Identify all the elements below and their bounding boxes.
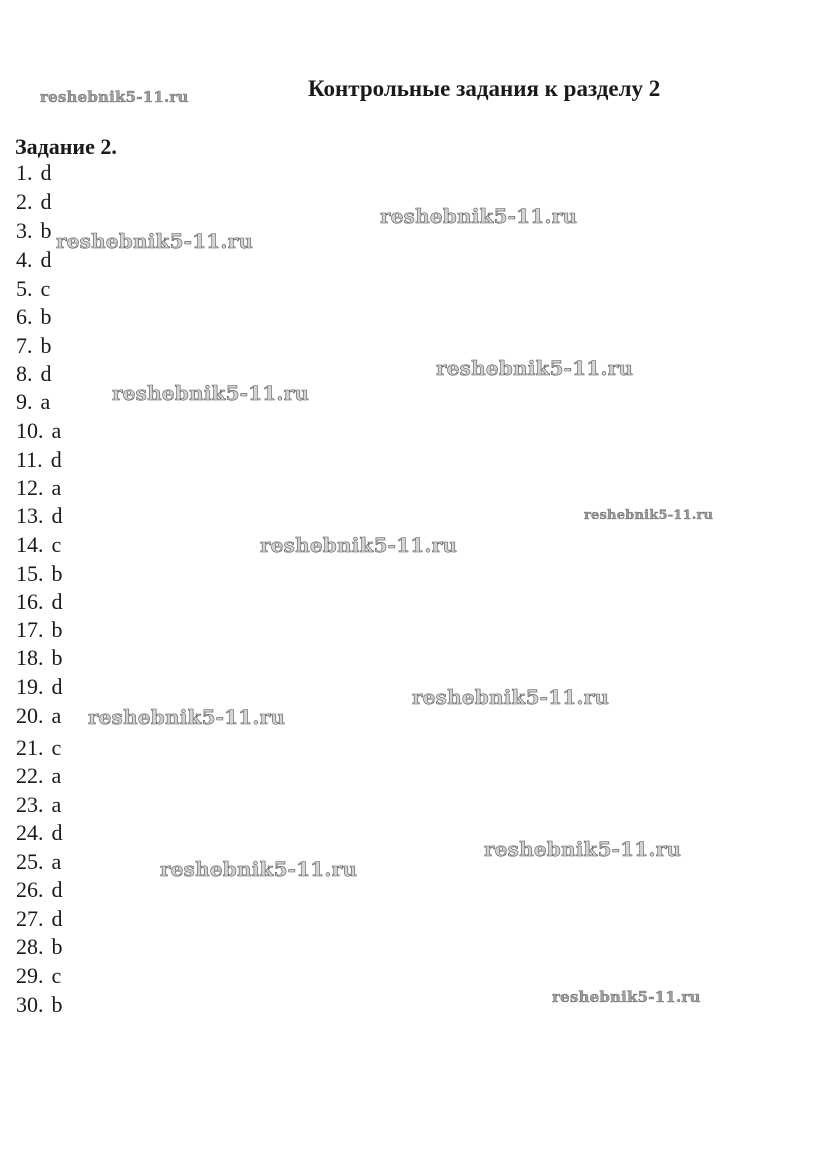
answer-item (16, 934, 63, 960)
watermark-text: reshebnik5-11.ru (484, 837, 682, 861)
answer-value: d (40, 361, 52, 386)
answer-number: 6. (16, 304, 33, 329)
answer-number: 24. (16, 820, 44, 845)
answer-number: 30. (16, 992, 44, 1017)
answer-value: a (51, 763, 62, 788)
answer-value: b (51, 561, 63, 586)
answer-number: 16. (16, 589, 44, 614)
watermark-text: reshebnik5-11.ru (552, 988, 701, 1006)
answer-number: 25. (16, 849, 44, 874)
answer-number: 11. (16, 447, 43, 472)
answer-item (16, 906, 63, 932)
answer-number: 8. (16, 361, 33, 386)
answer-item (16, 160, 52, 186)
answer-number: 13. (16, 503, 44, 528)
watermark-text: reshebnik5-11.ru (584, 508, 714, 523)
answer-item (16, 674, 63, 700)
watermark-text: reshebnik5-11.ru (436, 356, 634, 380)
answer-number: 2. (16, 189, 33, 214)
answer-item (16, 333, 52, 359)
answer-item (16, 992, 63, 1018)
answer-item (16, 561, 63, 587)
answer-item (16, 645, 63, 671)
answer-value: b (40, 218, 52, 243)
answer-value: b (51, 934, 63, 959)
answer-number: 4. (16, 247, 33, 272)
answer-number: 23. (16, 792, 44, 817)
answer-value: a (51, 418, 62, 443)
answer-item (16, 849, 61, 875)
answer-value: d (50, 447, 62, 472)
answer-number: 7. (16, 333, 33, 358)
answer-value: c (51, 963, 62, 988)
answer-item (16, 389, 50, 415)
answer-value: b (40, 333, 52, 358)
answer-item (16, 189, 52, 215)
answer-value: b (51, 645, 63, 670)
answer-value: c (40, 276, 51, 301)
answer-value: a (51, 703, 62, 728)
watermark-text: reshebnik5-11.ru (112, 381, 310, 405)
answer-item (16, 304, 52, 330)
answer-number: 1. (16, 160, 33, 185)
answer-item (16, 361, 52, 387)
answer-number: 17. (16, 617, 44, 642)
watermark-text: reshebnik5-11.ru (40, 88, 189, 106)
answer-value: a (51, 849, 62, 874)
answer-item (16, 447, 62, 473)
answer-value: d (51, 820, 63, 845)
answer-value: d (51, 877, 63, 902)
answer-item (16, 703, 61, 729)
section-heading: Задание 2. (15, 134, 117, 159)
answer-item (16, 963, 61, 989)
watermark-text: reshebnik5-11.ru (412, 685, 610, 709)
answer-item (16, 276, 50, 302)
answer-number: 26. (16, 877, 44, 902)
answer-number: 28. (16, 934, 44, 959)
answer-number: 14. (16, 532, 44, 557)
answer-value: a (51, 475, 62, 500)
answer-item (16, 503, 63, 529)
answer-number: 22. (16, 763, 44, 788)
answer-item (16, 792, 61, 818)
answer-value: d (51, 906, 63, 931)
answer-value: b (40, 304, 52, 329)
answer-item (16, 218, 52, 244)
answer-number: 29. (16, 963, 44, 988)
answer-value: a (40, 389, 51, 414)
answer-item (16, 532, 61, 558)
answer-item (16, 820, 63, 846)
page-title: Контрольные задания к разделу 2 (308, 76, 661, 101)
answer-value: b (51, 617, 63, 642)
answer-item (16, 877, 63, 903)
watermark-text: reshebnik5-11.ru (160, 857, 358, 881)
answer-number: 20. (16, 703, 44, 728)
watermark-text: reshebnik5-11.ru (88, 705, 286, 729)
answer-number: 5. (16, 276, 33, 301)
watermark-text: reshebnik5-11.ru (380, 204, 578, 228)
answer-number: 9. (16, 389, 33, 414)
answer-item (16, 475, 61, 501)
answer-value: c (51, 532, 62, 557)
answer-value: d (51, 503, 63, 528)
answer-value: b (51, 992, 63, 1017)
watermark-text: reshebnik5-11.ru (260, 533, 458, 557)
answer-number: 19. (16, 674, 44, 699)
answer-value: d (51, 674, 63, 699)
answer-value: d (40, 189, 52, 214)
answer-number: 15. (16, 561, 44, 586)
answer-item (16, 763, 61, 789)
answer-number: 18. (16, 645, 44, 670)
answer-value: c (51, 735, 62, 760)
answer-item (16, 418, 61, 444)
answer-number: 21. (16, 735, 44, 760)
watermark-text: reshebnik5-11.ru (56, 229, 254, 253)
answer-number: 12. (16, 475, 44, 500)
answer-number: 27. (16, 906, 44, 931)
answer-number: 3. (16, 218, 33, 243)
answer-number: 10. (16, 418, 44, 443)
answer-item (16, 617, 63, 643)
answer-item (16, 735, 61, 761)
answer-value: d (40, 247, 52, 272)
answer-value: d (51, 589, 63, 614)
answer-value: d (40, 160, 52, 185)
answer-value: a (51, 792, 62, 817)
answer-item (16, 247, 52, 273)
answer-item (16, 589, 63, 615)
